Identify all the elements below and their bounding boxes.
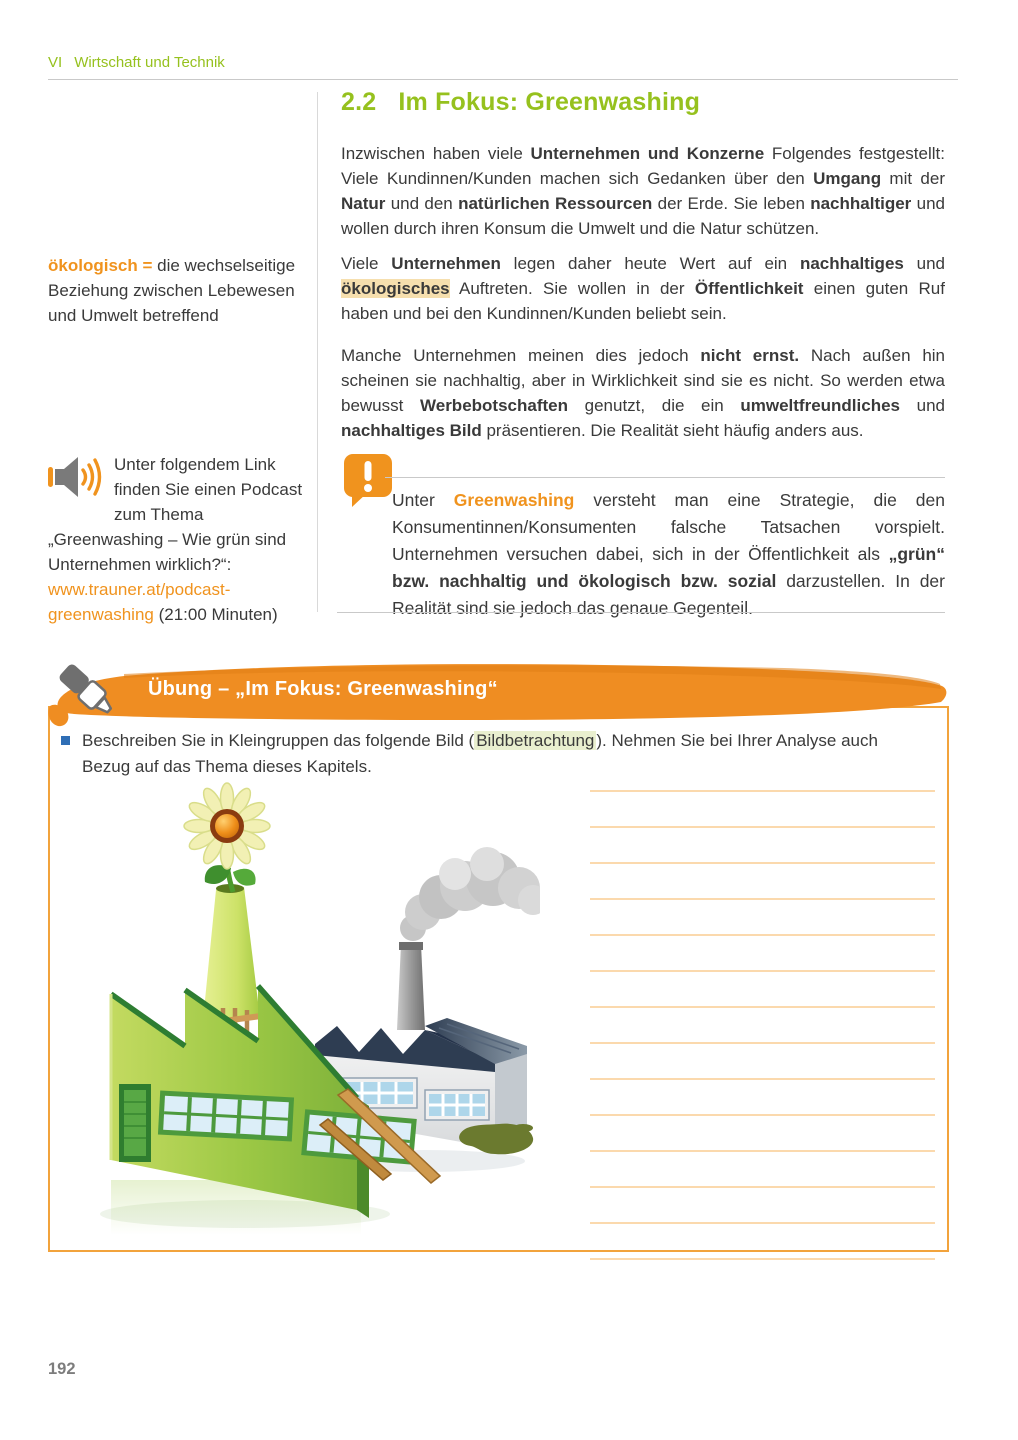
- header-rule: [48, 79, 958, 80]
- task-text: Beschreiben Sie in Kleingruppen das folgende Bild ( Bildbetrachtung ). Nehmen Sie bei Ihrer Analyse auch Bezug auf das Thema dieses Kapitels.: [82, 731, 878, 776]
- podcast-text: Unter folgendem Link finden Sie einen Podcast zum Thema „Greenwashing – Wie grün sind Unternehmen wirklich?“: www.trauner.at/podcast-greenwashing (21:00 Minuten): [48, 455, 303, 624]
- facade-windows-left: [158, 1091, 294, 1142]
- chapter-number: VI: [48, 54, 63, 71]
- green-chimney: [203, 884, 260, 1020]
- infobox-text: Unter Greenwashing versteht man eine Strategie, die den Konsumentinnen/Konsumenten falsche Tatsachen vorspielt. Unternehmen versuchen dabei, sich in der Öffentlichkeit als „grün“ bzw. nachhaltig und ökologisch bzw. sozial darzustellen. In der Realität sind sie jedoch das genaue Gegenteil.: [392, 490, 945, 618]
- answer-line: [590, 1188, 935, 1224]
- paragraph-3: [341, 343, 945, 443]
- answer-line: [590, 900, 935, 936]
- answer-line: [590, 792, 935, 828]
- answer-line: [590, 1008, 935, 1044]
- answer-line: [590, 1080, 935, 1116]
- answer-lines: [590, 756, 935, 1260]
- paragraph-2: [341, 251, 945, 326]
- smoke-plume: [400, 847, 540, 941]
- facade-door: [119, 1084, 151, 1162]
- answer-line: [590, 936, 935, 972]
- infobox-top-rule: [385, 477, 945, 478]
- answer-line: [590, 1116, 935, 1152]
- exclamation-bubble-icon: [343, 453, 395, 514]
- answer-line: [590, 864, 935, 900]
- page-title: [341, 88, 945, 117]
- exercise-banner: [44, 656, 949, 728]
- sunflower: [184, 783, 270, 892]
- gray-chimney: [397, 942, 425, 1030]
- banner-title: Übung – „Im Fokus: Greenwashing“: [148, 678, 498, 700]
- definition-text: ökologisch = die wechselseitige Beziehung zwischen Lebewesen und Umwelt betreffend: [48, 256, 296, 325]
- running-header: [48, 54, 225, 71]
- answer-line: [590, 828, 935, 864]
- answer-line: [590, 1044, 935, 1080]
- section-heading: Im Fokus: Greenwashing: [398, 88, 701, 116]
- main-column: [341, 88, 945, 117]
- greenwashing-factory-illustration: [95, 776, 540, 1248]
- chapter-title: Wirtschaft und Technik: [74, 54, 225, 71]
- bullet-square-icon: [61, 736, 70, 745]
- margin-podcast: [48, 452, 320, 627]
- answer-line: [590, 1152, 935, 1188]
- section-number: 2.2: [341, 88, 377, 116]
- answer-line: [590, 1224, 935, 1260]
- answer-line: [590, 756, 935, 792]
- page-number: 192: [48, 1360, 76, 1378]
- sludge-puddle: [459, 1124, 533, 1155]
- answer-line: [590, 972, 935, 1008]
- infobox-bottom-rule: [337, 612, 945, 613]
- body-paragraph: Viele Unternehmen legen daher heute Wert auf ein nachhaltiges und ökologisches Auftreten. Sie wollen in der Öffentlichkeit einen guten Ruf haben und bei den Kundinnen/Kunden beliebt sein.: [341, 254, 946, 323]
- podcast-link[interactable]: www.trauner.at/podcast-greenwashing: [48, 580, 231, 624]
- body-paragraph: Manche Unternehmen meinen dies jedoch nicht ernst. Nach außen hin scheinen sie nachhaltig, aber in Wirklichkeit sind sie es nicht. So werden etwa bewusst Werbebotschaften genutzt, die ein umweltfreundliches und nachhaltiges Bild präsentieren. Die Realität sieht häufig anders aus.: [341, 346, 946, 440]
- paragraph-1: [341, 141, 945, 241]
- body-paragraph: Inzwischen haben viele Unternehmen und Konzerne Folgendes festgestellt: Viele Kundinnen/Kunden machen sich Gedanken über den Umgang mit der Natur und den natürlichen Ressourcen der Erde. Sie leben nachhaltiger und wollen durch ihren Konsum die Umwelt und die Natur schützen.: [341, 144, 945, 238]
- margin-definition: [48, 253, 320, 328]
- speaker-waves-icon: [48, 454, 104, 507]
- definition-infobox: [341, 453, 945, 618]
